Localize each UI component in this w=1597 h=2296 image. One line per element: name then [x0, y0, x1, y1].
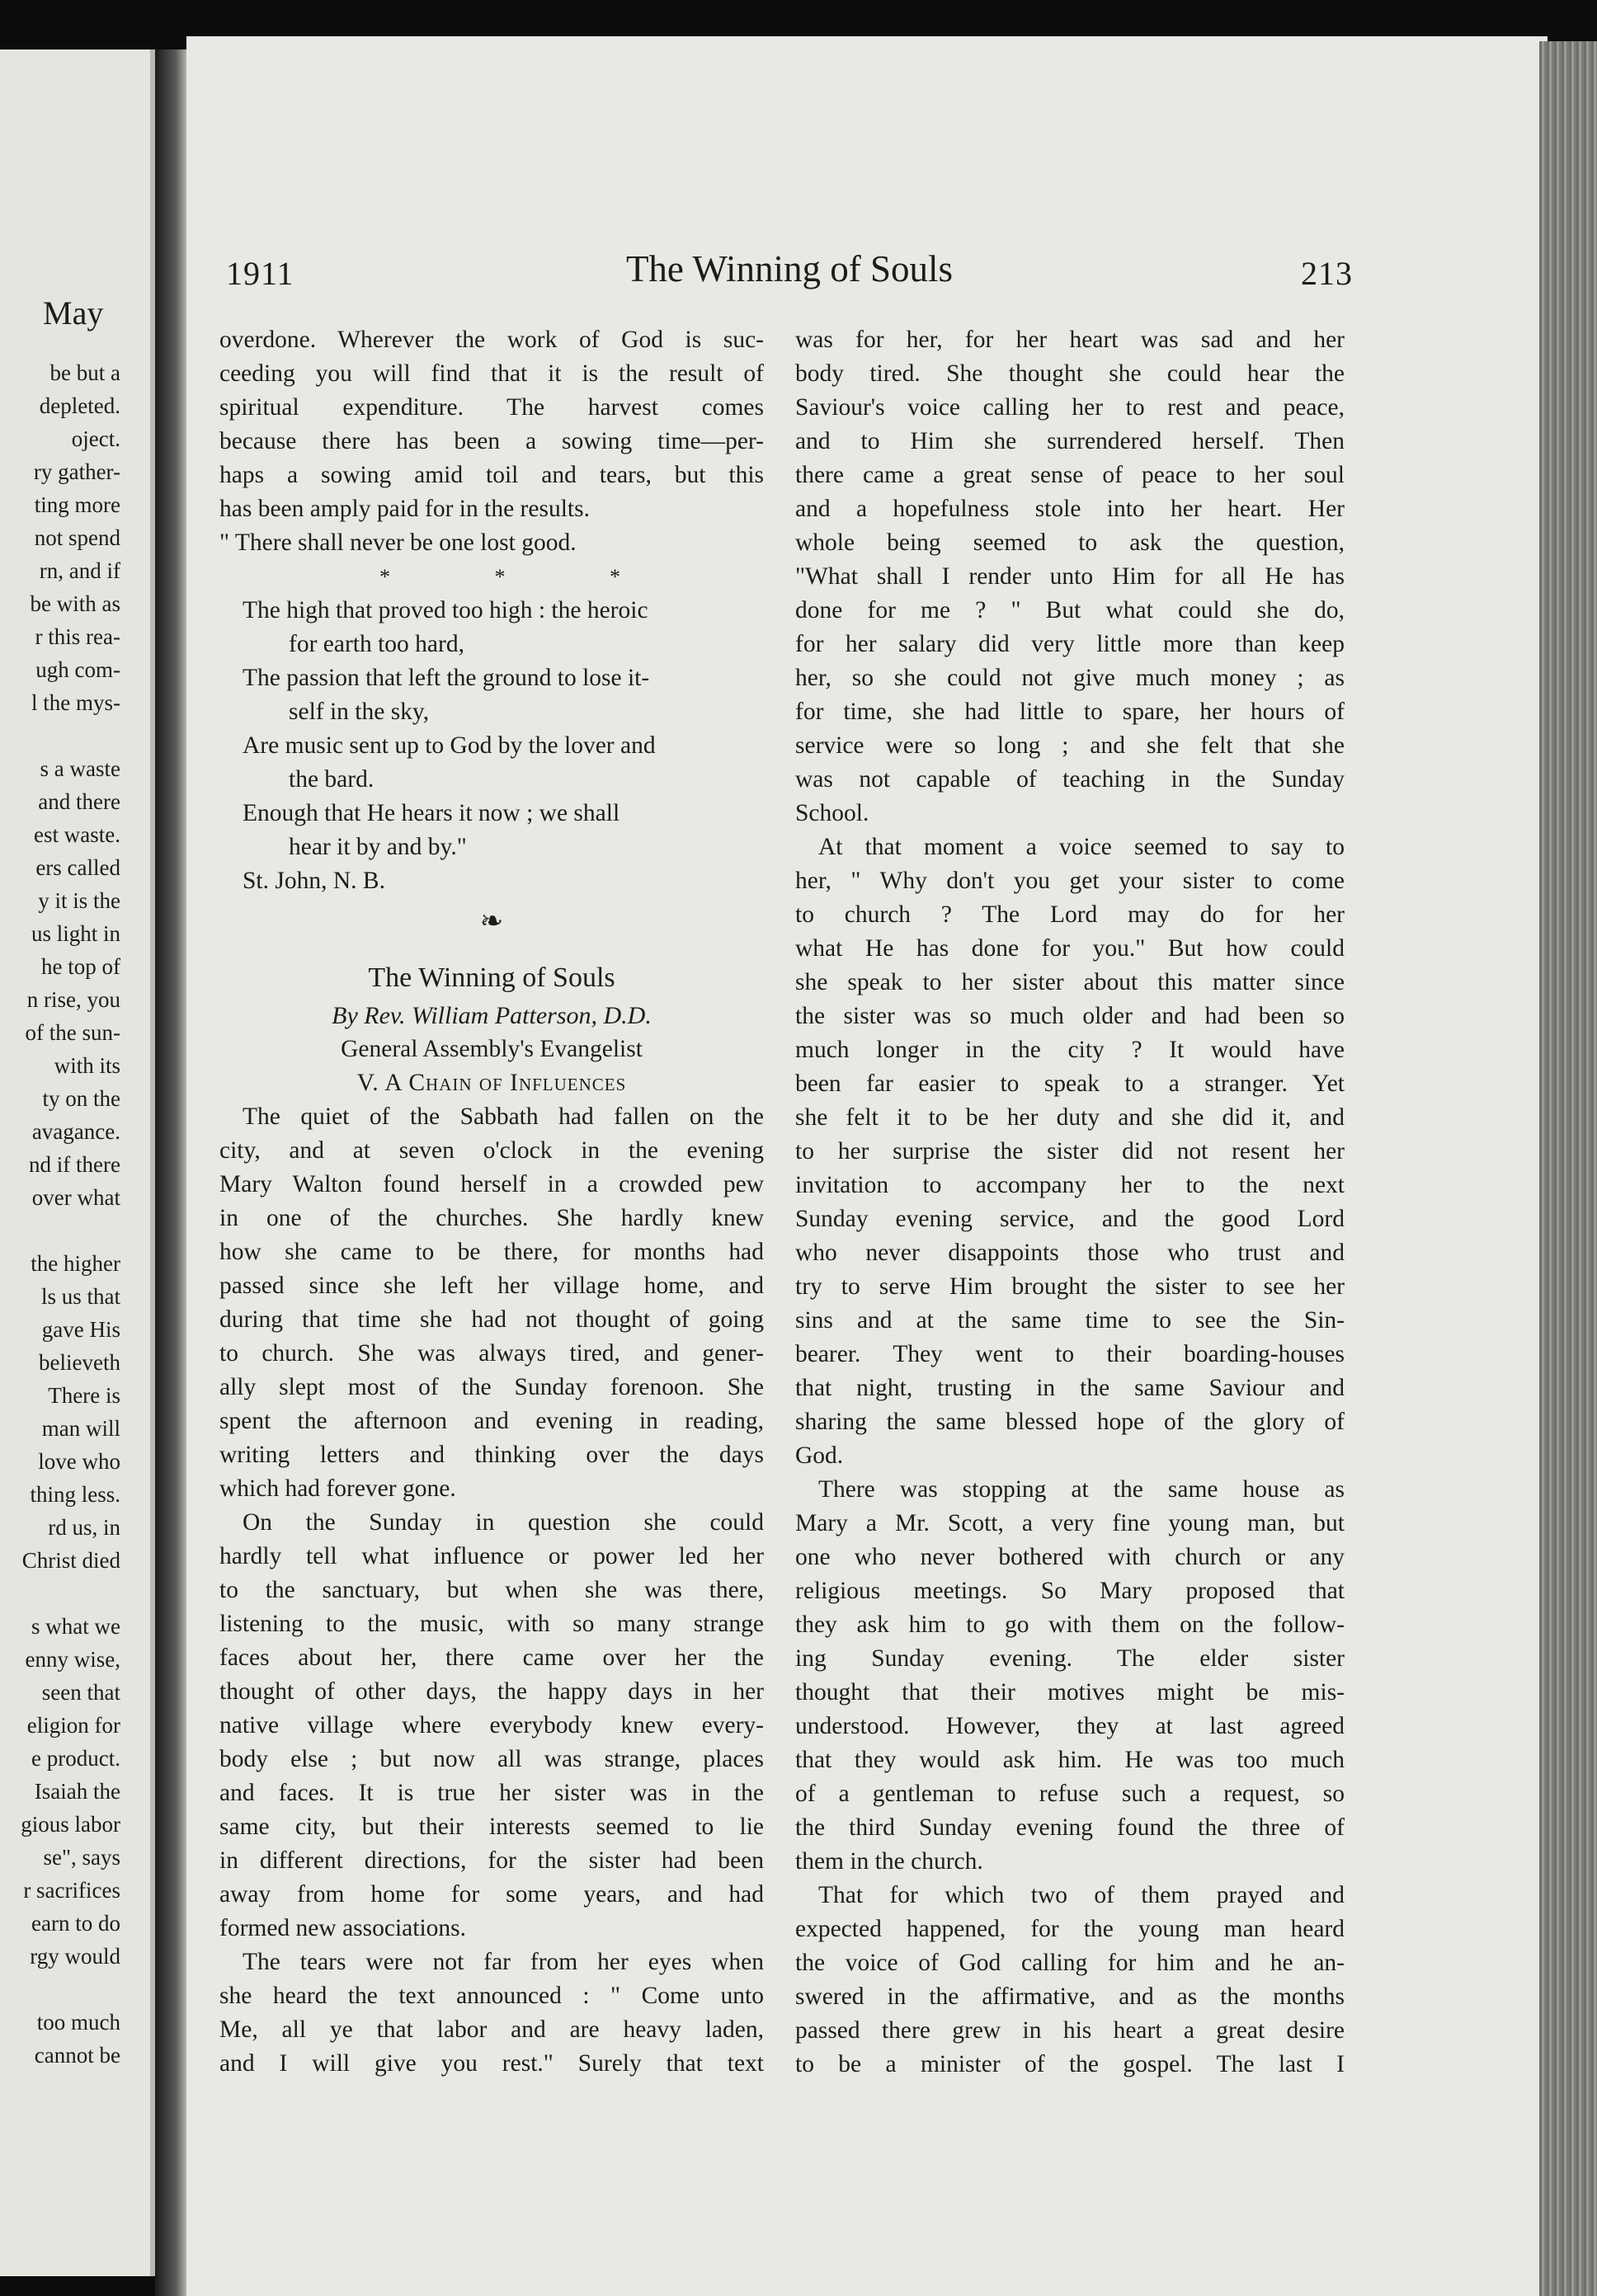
text-line: ceeding you will find that it is the result of	[219, 360, 764, 387]
text-line: the third Sunday evening found the three of	[795, 1814, 1345, 1841]
text-line: haps a sowing amid toil and tears, but this	[219, 462, 764, 488]
right-column	[795, 323, 1345, 2082]
verse-line-continued: hear it by and by."	[289, 834, 467, 860]
text-line: who never disappoints those who trust and	[795, 1240, 1345, 1266]
text-line: passed since she left her village home, and	[219, 1273, 764, 1299]
article-title: The Winning of Souls	[368, 962, 615, 993]
facing-page-line: Christ died	[21, 1548, 120, 1573]
facing-page-line: s what we	[31, 1614, 120, 1639]
text-line: spiritual expenditure. The harvest comes	[219, 394, 764, 421]
facing-page-line: e product.	[31, 1746, 120, 1771]
facing-page-line: ugh com-	[35, 657, 120, 682]
text-line: Mary Walton found herself in a crowded pew	[219, 1171, 764, 1197]
text-line: faces about her, there came over her the	[219, 1644, 764, 1671]
verse-line: Enough that He hears it now ; we shall	[243, 800, 620, 826]
verse-line-continued: for earth too hard,	[289, 631, 464, 657]
facing-page-line: love who	[38, 1449, 120, 1474]
text-line: what He has done for you." But how could	[795, 935, 1345, 962]
text-line: The quiet of the Sabbath had fallen on the	[243, 1103, 764, 1130]
running-head	[226, 247, 1353, 297]
facing-page-line: nd if there	[29, 1152, 120, 1177]
paragraph	[219, 1945, 764, 2081]
text-line: her, " Why don't you get your sister to come	[795, 868, 1345, 894]
text-line: same city, but their interests seemed to lie	[219, 1814, 764, 1840]
text-line: hardly tell what influence or power led her	[219, 1543, 764, 1569]
text-line: and faces. It is true her sister was in the	[219, 1780, 764, 1806]
facing-page-line: avagance.	[31, 1119, 120, 1144]
text-line: That for which two of them prayed and	[818, 1882, 1345, 1908]
text-line: There was stopping at the same house as	[818, 1476, 1345, 1503]
facing-page-line: oject.	[71, 426, 120, 451]
book-gutter	[155, 49, 190, 2296]
quote-line: " There shall never be one lost good.	[219, 529, 577, 556]
text-line: School.	[795, 800, 869, 826]
text-line: to her surprise the sister did not resent her	[795, 1138, 1345, 1164]
text-line: the sister was so much older and had been so	[795, 1003, 1345, 1029]
section-heading: V. A Chain of Influences	[356, 1070, 627, 1096]
text-line: her, so she could not give much money ; as	[795, 665, 1345, 691]
text-line: has been amply paid for in the results.	[219, 496, 590, 522]
text-line: sharing the same blessed hope of the glory of	[795, 1409, 1345, 1435]
facing-page-line: not spend	[34, 525, 120, 550]
facing-page-line: ls us that	[40, 1284, 120, 1309]
facing-page-line: us light in	[31, 921, 120, 946]
facing-page-line: rn, and if	[39, 558, 120, 583]
facing-page-line: of the sun-	[25, 1020, 120, 1045]
facing-page-line: over what	[31, 1185, 120, 1210]
text-line: expected happened, for the young man heard	[795, 1916, 1345, 1942]
text-line: one who never bothered with church or any	[795, 1544, 1345, 1570]
text-line: Sunday evening service, and the good Lord	[795, 1206, 1345, 1232]
text-line: passed there grew in his heart a great desire	[795, 2017, 1345, 2044]
section-stars: * * *	[379, 565, 620, 589]
text-line: writing letters and thinking over the days	[219, 1442, 764, 1468]
facing-page-line: rd us, in	[48, 1515, 120, 1540]
facing-page-line: enny wise,	[25, 1647, 120, 1672]
text-line: Mary a Mr. Scott, a very fine young man, but	[795, 1510, 1345, 1536]
facing-page-line: he top of	[41, 954, 120, 979]
text-line: been far easier to speak to a stranger. Yet	[795, 1070, 1345, 1097]
facing-page-line: thing less.	[30, 1482, 120, 1507]
text-line: try to serve Him brought the sister to see her	[795, 1273, 1345, 1300]
text-line: ing Sunday evening. The elder sister	[795, 1645, 1345, 1672]
facing-page-line: gave His	[41, 1317, 120, 1342]
text-line: overdone. Wherever the work of God is suc-	[219, 327, 764, 353]
facing-page	[0, 49, 155, 2276]
text-line: and I will give you rest." Surely that text	[219, 2050, 764, 2077]
poem	[219, 594, 764, 864]
facing-page-line: be with as	[30, 591, 120, 616]
text-line: invitation to accompany her to the next	[795, 1172, 1345, 1198]
facing-page-line	[21, 1973, 120, 2006]
text-line: of a gentleman to refuse such a request, so	[795, 1781, 1345, 1807]
text-line: there came a great sense of peace to her soul	[795, 462, 1345, 488]
ornament: ❧	[479, 906, 504, 937]
facing-page-line: rgy would	[30, 1944, 120, 1969]
facing-page-line: and there	[38, 789, 120, 814]
article-body-left	[219, 1100, 764, 2081]
text-line: to be a minister of the gospel. The last I	[795, 2051, 1345, 2077]
text-line: "What shall I render unto Him for all He has	[795, 563, 1345, 590]
text-line: in one of the churches. She hardly knew	[219, 1205, 764, 1231]
paragraph	[795, 1473, 1345, 1879]
paragraph	[219, 1100, 764, 1506]
paragraph	[795, 830, 1345, 1473]
facing-page-line: seen that	[41, 1680, 120, 1705]
text-line: The tears were not far from her eyes when	[243, 1949, 764, 1975]
facing-page-line: There is	[48, 1383, 120, 1408]
header-title: The Winning of Souls	[625, 248, 954, 289]
byline: By Rev. William Patterson, D.D.	[332, 1002, 652, 1029]
text-line: listening to the music, with so many strange	[219, 1611, 764, 1637]
text-line: she heard the text announced : " Come unto	[219, 1983, 764, 2009]
facing-page-line: y it is the	[38, 888, 120, 913]
dateline: St. John, N. B.	[243, 868, 385, 894]
facing-page-line: too much	[36, 2010, 120, 2035]
text-line: they ask him to go with them on the follow-	[795, 1611, 1345, 1638]
text-line: because there has been a sowing time—per-	[219, 428, 764, 454]
text-line: body tired. She thought she could hear the	[795, 360, 1345, 387]
continuation-paragraph	[219, 323, 764, 526]
verse-line: The passion that left the ground to lose it-	[243, 665, 650, 691]
text-line: that they would ask him. He was too much	[795, 1747, 1345, 1773]
text-line: thought that their motives might be mis-	[795, 1679, 1345, 1706]
text-line: how she came to be there, for months had	[219, 1239, 764, 1265]
text-line: the voice of God calling for him and he an-	[795, 1950, 1345, 1976]
text-line: religious meetings. So Mary proposed that	[795, 1578, 1345, 1604]
facing-page-line: earn to do	[31, 1911, 120, 1936]
text-line: for time, she had little to spare, her hours of	[795, 699, 1345, 725]
verse-line-continued: self in the sky,	[289, 699, 430, 725]
text-line: whole being seemed to ask the question,	[795, 529, 1345, 556]
text-line: done for me ? " But what could she do,	[795, 597, 1345, 623]
page-number: 213	[1301, 255, 1353, 292]
facing-page-line: est waste.	[34, 822, 120, 847]
text-line: in different directions, for the sister had been	[219, 1847, 764, 1874]
text-line: God.	[795, 1442, 844, 1469]
text-line: bearer. They went to their boarding-houses	[795, 1341, 1345, 1367]
paragraph	[795, 323, 1345, 830]
facing-page-line	[21, 719, 120, 752]
text-line: understood. However, they at last agreed	[795, 1713, 1345, 1739]
text-line: Saviour's voice calling her to rest and peace,	[795, 394, 1345, 421]
verse-line: The high that proved too high : the heroic	[243, 597, 648, 623]
text-line: sins and at the same time to see the Sin-	[795, 1307, 1345, 1334]
text-line: away from home for some years, and had	[219, 1881, 764, 1908]
author-title: General Assembly's Evangelist	[341, 1036, 643, 1062]
facing-page-line: r sacrifices	[23, 1878, 120, 1903]
text-line: service were so long ; and she felt that she	[795, 732, 1345, 759]
text-line: for her salary did very little more than keep	[795, 631, 1345, 657]
facing-page-line: s a waste	[40, 756, 120, 781]
facing-page-line: cannot be	[34, 2043, 120, 2068]
text-line: Me, all ye that labor and are heavy laden,	[219, 2016, 764, 2043]
text-line: them in the church.	[795, 1848, 983, 1875]
text-line: spent the afternoon and evening in reading,	[219, 1408, 764, 1434]
paragraph	[219, 1506, 764, 1945]
text-line: body else ; but now all was strange, places	[219, 1746, 764, 1772]
text-line: to church. She was always tired, and gener-	[219, 1340, 764, 1367]
text-line: she speak to her sister about this matter since	[795, 969, 1345, 995]
facing-page-line	[21, 1577, 120, 1610]
text-line: to the sanctuary, but when she was there,	[219, 1577, 764, 1603]
facing-page-line: ers called	[35, 855, 120, 880]
facing-page-line: r this rea-	[35, 624, 120, 649]
facing-page-text	[21, 356, 120, 2072]
verse-line-continued: the bard.	[289, 766, 375, 793]
text-line: to church ? The Lord may do for her	[795, 901, 1345, 928]
facing-page-line: man will	[41, 1416, 120, 1441]
header-year: 1911	[226, 255, 294, 292]
facing-page-line: l the mys-	[31, 690, 120, 715]
text-line: during that time she had not thought of going	[219, 1306, 764, 1333]
facing-page-line: se", says	[43, 1845, 120, 1870]
text-line: swered in the affirmative, and as the months	[795, 1983, 1345, 2010]
text-line: formed new associations.	[219, 1915, 467, 1941]
facing-page-line: be but a	[49, 360, 120, 385]
text-line: thought of other days, the happy days in her	[219, 1678, 764, 1705]
text-line: was for her, for her heart was sad and her	[795, 327, 1345, 353]
left-column	[219, 323, 764, 2081]
facing-page-header: May	[43, 294, 104, 332]
facing-page-line: with its	[54, 1053, 120, 1078]
facing-page-line: Isaiah the	[34, 1779, 120, 1804]
text-line: much longer in the city ? It would have	[795, 1037, 1345, 1063]
text-line: At that moment a voice seemed to say to	[818, 834, 1345, 860]
facing-page-line: believeth	[39, 1350, 120, 1375]
text-line: which had forever gone.	[219, 1475, 456, 1502]
facing-page-line: the higher	[31, 1251, 120, 1276]
page-edge	[1539, 41, 1597, 2296]
facing-page-line: ty on the	[42, 1086, 120, 1111]
text-line: city, and at seven o'clock in the evening	[219, 1137, 764, 1164]
text-line: ally slept most of the Sunday forenoon. She	[219, 1374, 764, 1400]
facing-page-line: ry gather-	[33, 459, 120, 484]
text-line: she felt it to be her duty and she did it, and	[795, 1104, 1345, 1131]
text-line: On the Sunday in question she could	[243, 1509, 764, 1536]
facing-page-line: gious labor	[21, 1812, 120, 1837]
paragraph	[795, 1879, 1345, 2082]
facing-page-line: ting more	[34, 492, 120, 517]
text-line: that night, trusting in the same Saviour and	[795, 1375, 1345, 1401]
facing-page-line: depleted.	[39, 393, 120, 418]
text-line: and to Him she surrendered herself. Then	[795, 428, 1345, 454]
facing-page-line: n rise, you	[26, 987, 120, 1012]
facing-page-line	[21, 1214, 120, 1247]
facing-page-line: eligion for	[26, 1713, 120, 1738]
text-line: native village where everybody knew every-	[219, 1712, 764, 1738]
verse-line: Are music sent up to God by the lover and	[243, 732, 656, 759]
text-line: was not capable of teaching in the Sunday	[795, 766, 1345, 793]
text-line: and a hopefulness stole into her heart. Her	[795, 496, 1345, 522]
